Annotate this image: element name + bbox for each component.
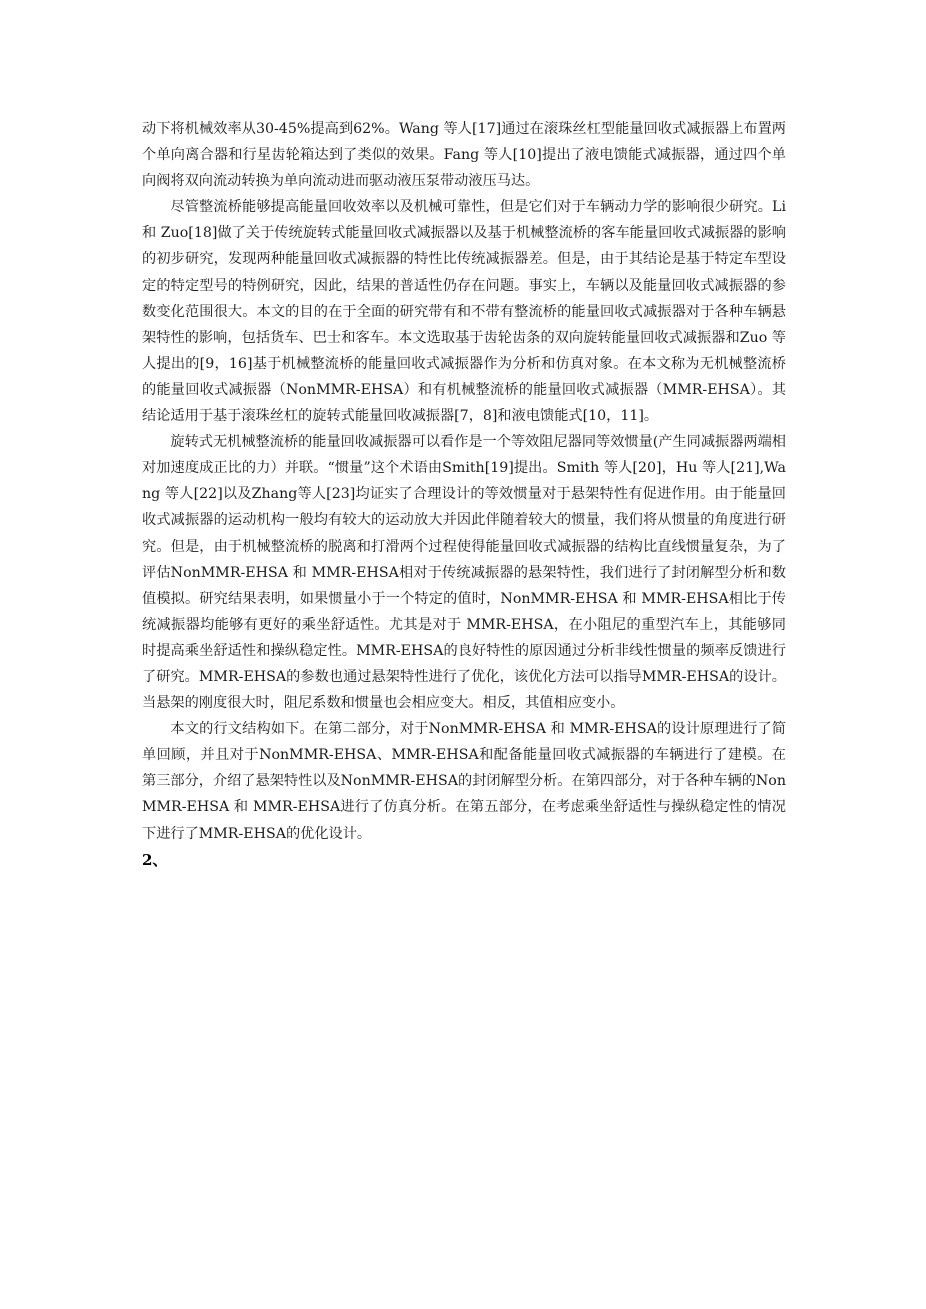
section-heading: 2、 (142, 850, 168, 869)
paragraph-1: 动下将机械效率从30-45%提高到62%。Wang 等人[17]通过在滚珠丝杠型能量回收式减振器上布置两个单向离合器和行星齿轮箱达到了类似的效果。Fang 等人[10]提出了液电馈能式减振器，通过四个单向阀将双向流动转换为单向流动进而驱动液压泵带动液压马达。 (142, 121, 786, 190)
document-body (142, 116, 786, 873)
paragraph-4: 本文的行文结构如下。在第二部分，对于NonMMR-EHSA 和 MMR-EHSA的设计原理进行了简单回顾，并且对于NonMMR-EHSA、MMR-EHSA和配备能量回收式减振器的车辆进行了建模。在第三部分，介绍了悬架特性以及NonMMR-EHSA的封闭解型分析。在第四部分，对于各种车辆的NonMMR-EHSA 和 MMR-EHSA进行了仿真分析。在第五部分，在考虑乘坐舒适性与操纵稳定性的情况下进行了MMR-EHSA的优化设计。 (142, 721, 786, 842)
paragraph-2: 尽管整流桥能够提高能量回收效率以及机械可靠性，但是它们对于车辆动力学的影响很少研究。Li 和 Zuo[18]做了关于传统旋转式能量回收式减振器以及基于机械整流桥的客车能量回收式减振器的影响的初步研究，发现两种能量回收式减振器的特性比传统减振器差。但是，由于其结论是基于特定车型设定的特定型号的特例研究，因此，结果的普适性仍存在问题。事实上，车辆以及能量回收式减振器的参数变化范围很大。本文的目的在于全面的研究带有和不带有整流桥的能量回收式减振器对于各种车辆悬架特性的影响，包括货车、巴士和客车。本文选取基于齿轮齿条的双向旋转能量回收式减振器和Zuo 等人提出的[9，16]基于机械整流桥的能量回收式减振器作为分析和仿真对象。在本文称为无机械整流桥的能量回收式减振器（NonMMR-EHSA）和有机械整流桥的能量回收式减振器（MMR-EHSA）。其结论适用于基于滚珠丝杠的旋转式能量回收减振器[7，8]和液电馈能式[10，11]。 (142, 199, 786, 425)
paragraph-3: 旋转式无机械整流桥的能量回收减振器可以看作是一个等效阻尼器同等效惯量(产生同减振器两端相对加速度成正比的力）并联。“惯量”这个术语由Smith[19]提出。Smith 等人[20]，Hu 等人[21],Wang 等人[22]以及Zhang等人[23]均证实了合理设计的等效惯量对于悬架特性有促进作用。由于能量回收式减振器的运动机构一般均有较大的运动放大并因此伴随着较大的惯量，我们将从惯量的角度进行研究。但是，由于机械整流桥的脱离和打滑两个过程使得能量回收式减振器的结构比直线惯量复杂，为了评估NonMMR-EHSA 和 MMR-EHSA相对于传统减振器的悬架特性，我们进行了封闭解型分析和数值模拟。研究结果表明，如果惯量小于一个特定的值时，NonMMR-EHSA 和 MMR-EHSA相比于传统减振器均能够有更好的乘坐舒适性。尤其是对于 MMR-EHSA，在小阻尼的重型汽车上，其能够同时提高乘坐舒适性和操纵稳定性。MMR-EHSA的良好特性的原因通过分析非线性惯量的频率反馈进行了研究。MMR-EHSA的参数也通过悬架特性进行了优化，该优化方法可以指导MMR-EHSA的设计。当悬架的刚度很大时，阻尼系数和惯量也会相应变大。相反，其值相应变小。 (142, 434, 786, 712)
